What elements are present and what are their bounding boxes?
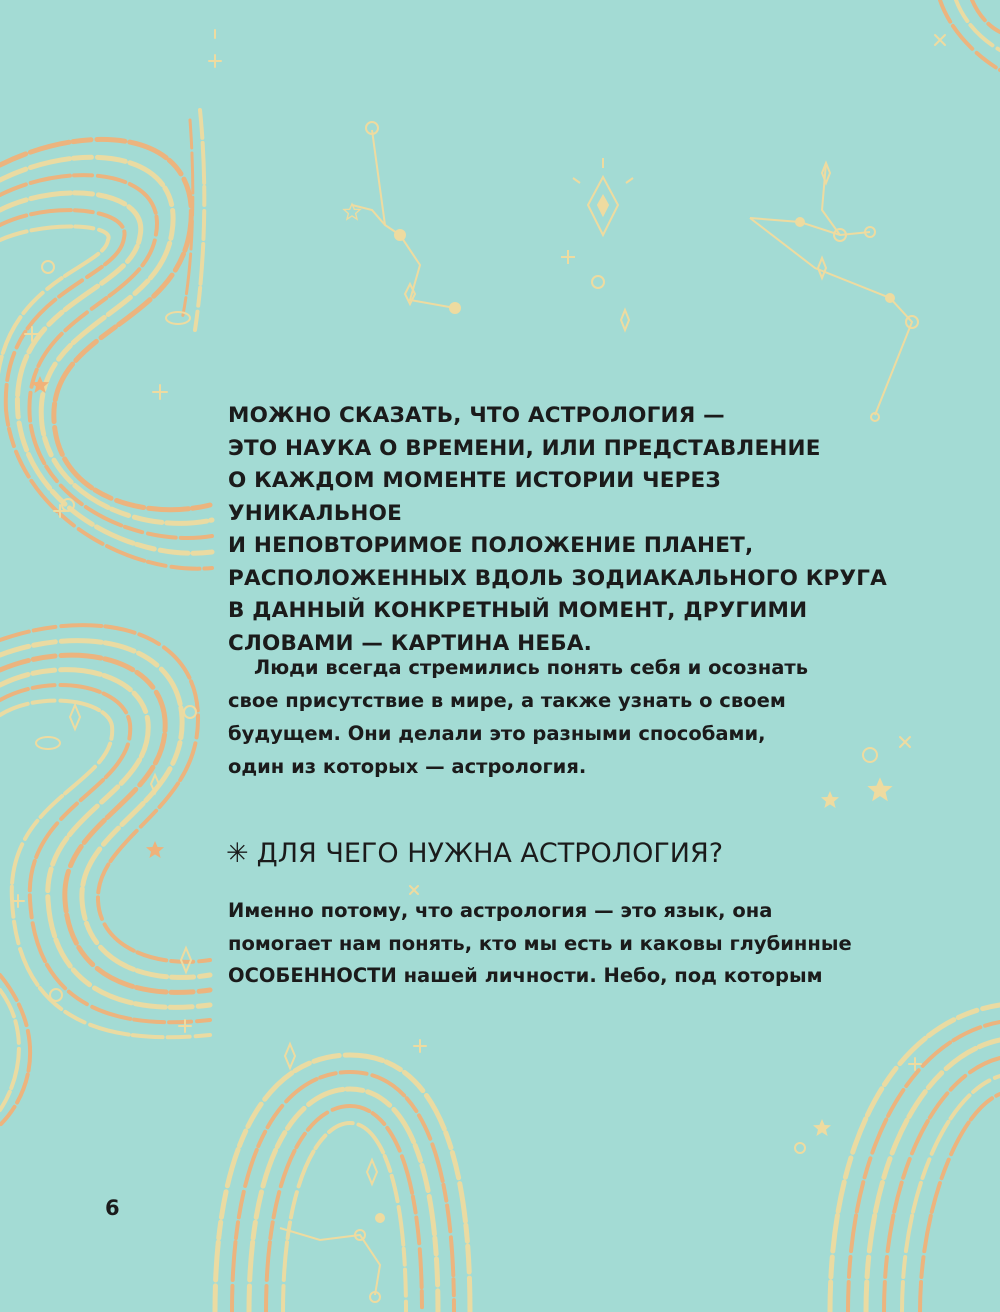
constellation-bottom xyxy=(280,1214,384,1302)
left-swirl-middle xyxy=(0,625,210,1125)
constellation-right xyxy=(750,163,918,421)
paragraph-line: будущем. Они делали это разными способами, xyxy=(228,722,766,745)
bottom-right-arch xyxy=(830,1005,1000,1312)
constellation-left xyxy=(352,122,460,313)
section-heading xyxy=(226,834,886,874)
section-heading-text: ДЛЯ ЧЕГО НУЖНА АСТРОЛОГИЯ? xyxy=(256,838,724,869)
paragraph-line: один из которых — астрология. xyxy=(228,755,587,778)
paragraph-line: свое присутствие в мире, а также узнать о своем xyxy=(228,689,786,712)
intro-line: И НЕПОВТОРИМОЕ ПОЛОЖЕНИЕ ПЛАНЕТ, xyxy=(228,533,754,558)
intro-line: ЭТО НАУКА О ВРЕМЕНИ, ИЛИ ПРЕДСТАВЛЕНИЕ xyxy=(228,435,821,461)
asterisk-icon: ✳ xyxy=(226,838,249,869)
bottom-left-arch xyxy=(215,1055,470,1312)
intro-line: СЛОВАМИ — КАРТИНА НЕБА. xyxy=(228,630,593,656)
body-paragraph-1 xyxy=(228,651,868,783)
intro-line: РАСПОЛОЖЕННЫХ ВДОЛЬ ЗОДИАКАЛЬНОГО КРУГА xyxy=(228,565,888,591)
body-line: помогает нам понять, кто мы есть и каковы глубинные xyxy=(228,931,852,955)
body-paragraph-2 xyxy=(228,895,888,993)
body-line: Именно потому, что астрология — это язык, она xyxy=(228,899,773,922)
intro-statement xyxy=(228,400,888,660)
diamond-sparkle xyxy=(561,158,633,330)
page-number: 6 xyxy=(105,1196,120,1220)
top-right-swirl xyxy=(940,0,1000,70)
intro-line: В ДАННЫЙ КОНКРЕТНЫЙ МОМЕНТ, ДРУГИМИ xyxy=(228,598,808,623)
body-line: ОСОБЕННОСТИ нашей личности. Небо, под которым xyxy=(228,964,823,987)
intro-line: О КАЖДОМ МОМЕНТЕ ИСТОРИИ ЧЕРЕЗ УНИКАЛЬНОЕ xyxy=(228,468,721,526)
paragraph-line: Люди всегда стремились понять себя и осознать xyxy=(254,656,809,679)
intro-line: МОЖНО СКАЗАТЬ, ЧТО АСТРОЛОГИЯ — xyxy=(228,403,725,428)
